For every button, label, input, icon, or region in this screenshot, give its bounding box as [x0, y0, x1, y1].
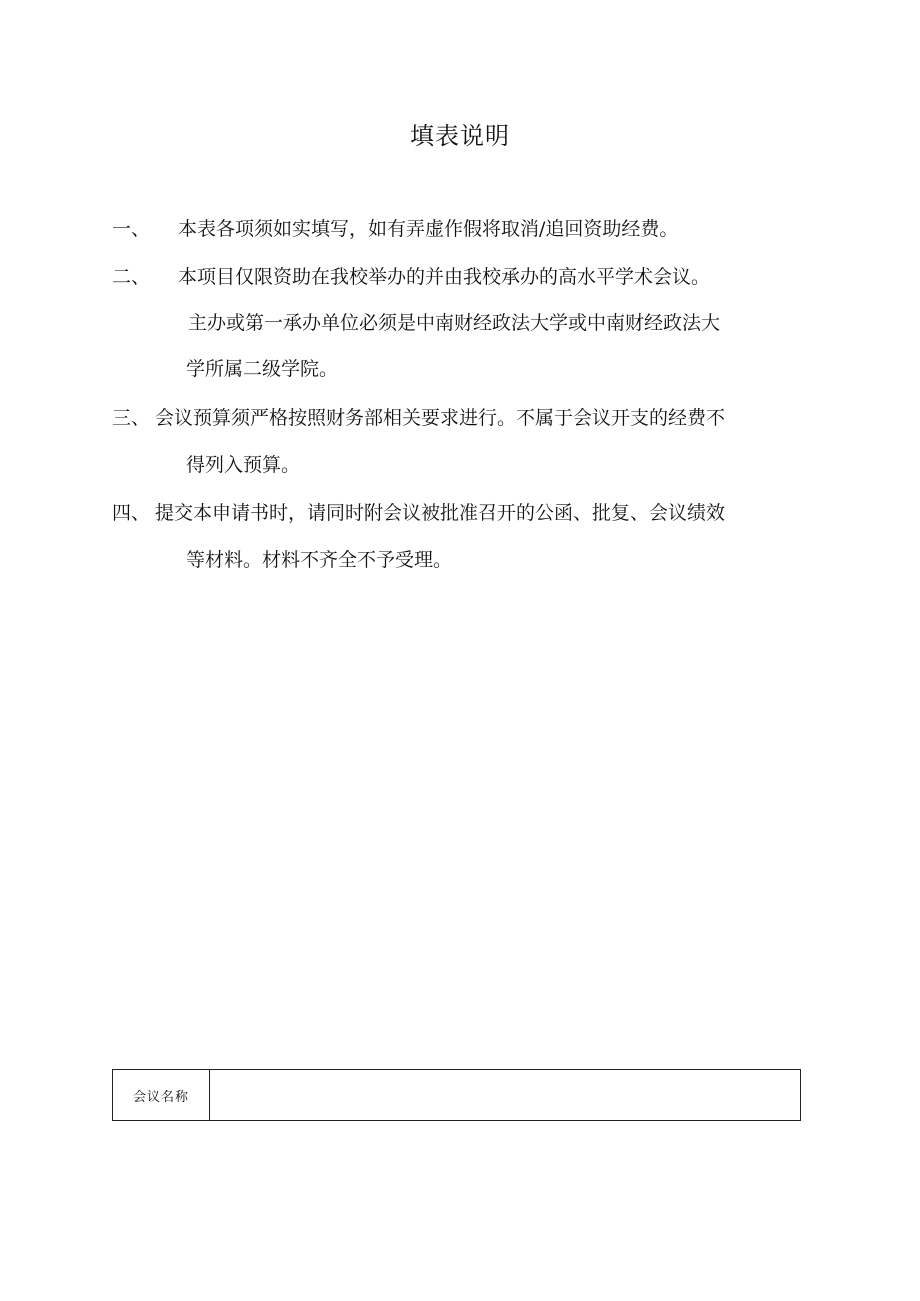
instruction-4-line-2: 等材料。材料不齐全不予受理。: [186, 549, 453, 571]
instruction-2-line-2: 主办或第一承办单位必须是中南财经政法大学或中南财经政法大: [188, 312, 721, 334]
instruction-1-line-1: 本表各项须如实填写，如有弄虚作假将取消/追回资助经费。: [178, 218, 679, 240]
meeting-name-label: 会议名称: [113, 1070, 210, 1120]
instruction-4-line-1: 提交本申请书时，请同时附会议被批准召开的公函、批复、会议绩效: [155, 502, 726, 524]
page-title: 填表说明: [410, 122, 510, 150]
instruction-3-line-2: 得列入预算。: [186, 454, 301, 476]
instruction-2-line-1: 本项目仅限资助在我校举办的并由我校承办的高水平学术会议。: [178, 266, 711, 288]
instruction-2-line-3: 学所属二级学院。: [186, 358, 339, 380]
instruction-2-marker: 二、: [112, 266, 151, 288]
meeting-name-table: [112, 1069, 801, 1121]
meeting-name-field[interactable]: [210, 1070, 800, 1120]
instruction-3-line-1: 会议预算须严格按照财务部相关要求进行。不属于会议开支的经费不: [155, 407, 726, 429]
instruction-4-marker: 四、: [112, 502, 151, 524]
instruction-3-marker: 三、: [112, 407, 151, 429]
instruction-1-marker: 一、: [112, 218, 151, 240]
